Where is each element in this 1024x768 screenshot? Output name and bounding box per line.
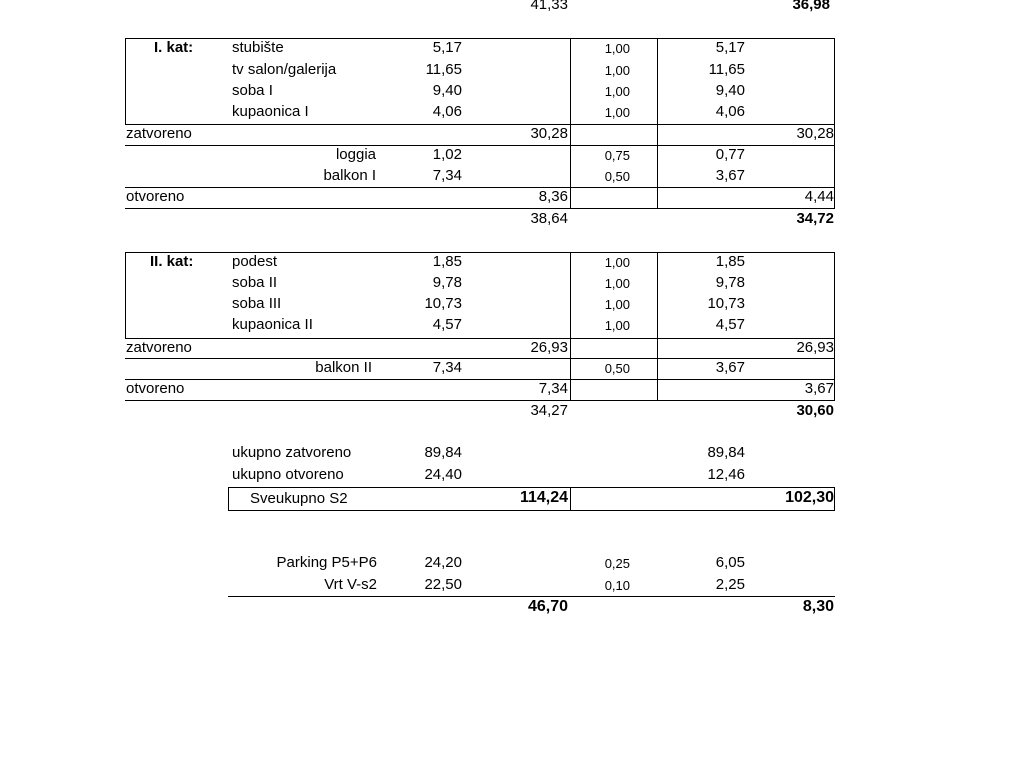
top-reduced-total: 36,98	[792, 0, 830, 13]
floor-1-left-border	[125, 38, 126, 125]
floor-2-closed-line	[125, 338, 835, 339]
floor-2-label: II. kat:	[150, 253, 194, 270]
area-calculation-sheet: 41,33 36,98 I. kat: stubište 5,17 1,00 5,17 tv salon/galerija 11,65 1,00 11,65 soba I 9,40 1,00 9,40 kupaonica I 4,06 1,00 4,06 zatvoreno 30,28 30,28 loggia 1,02 0,75 0,77 balkon I 7,34 0,50 3,67 otvoreno 8,36 4,44 38,64 34,72 II. kat: podest 1,85 1,00 1,85 soba II 9,78 1,00 9,78 soba III 10,73 1,00 10,73 kupaonica II 4,57 1,00 4,57 zatvoreno 26,93 26,93 balkon II 7,34 0,50 3,67 otvoreno 7,34 3,67 34,27 30,60 ukupno zatvoreno 89,84 89,84 ukupno otvoreno 24,40 12,46 Sveukupno S2 114,24 102,30 Parking P5+P6 24,20 0,25 6,05 Vrt V-s2 22,50 0,10 2,25 46,70 8,30	[0, 0, 1024, 768]
top-area-total: 41,33	[530, 0, 568, 13]
floor-2-open-line	[125, 379, 835, 380]
floor-2-left-border	[125, 252, 126, 339]
floor-1-label: I. kat:	[154, 39, 194, 56]
grand-total-top-line	[228, 487, 835, 488]
floor-2-open-bottom-line	[125, 400, 835, 401]
floor-1-closed-line	[125, 124, 835, 125]
floor-1-open-bottom-line	[125, 208, 835, 209]
floor-1-open-line	[125, 187, 835, 188]
grand-total-bottom-line	[228, 510, 835, 511]
grand-total-right-border	[834, 487, 835, 511]
grand-total-left-border	[228, 487, 229, 511]
grand-total-mid-border	[570, 487, 571, 511]
extras-total-line	[228, 596, 835, 597]
